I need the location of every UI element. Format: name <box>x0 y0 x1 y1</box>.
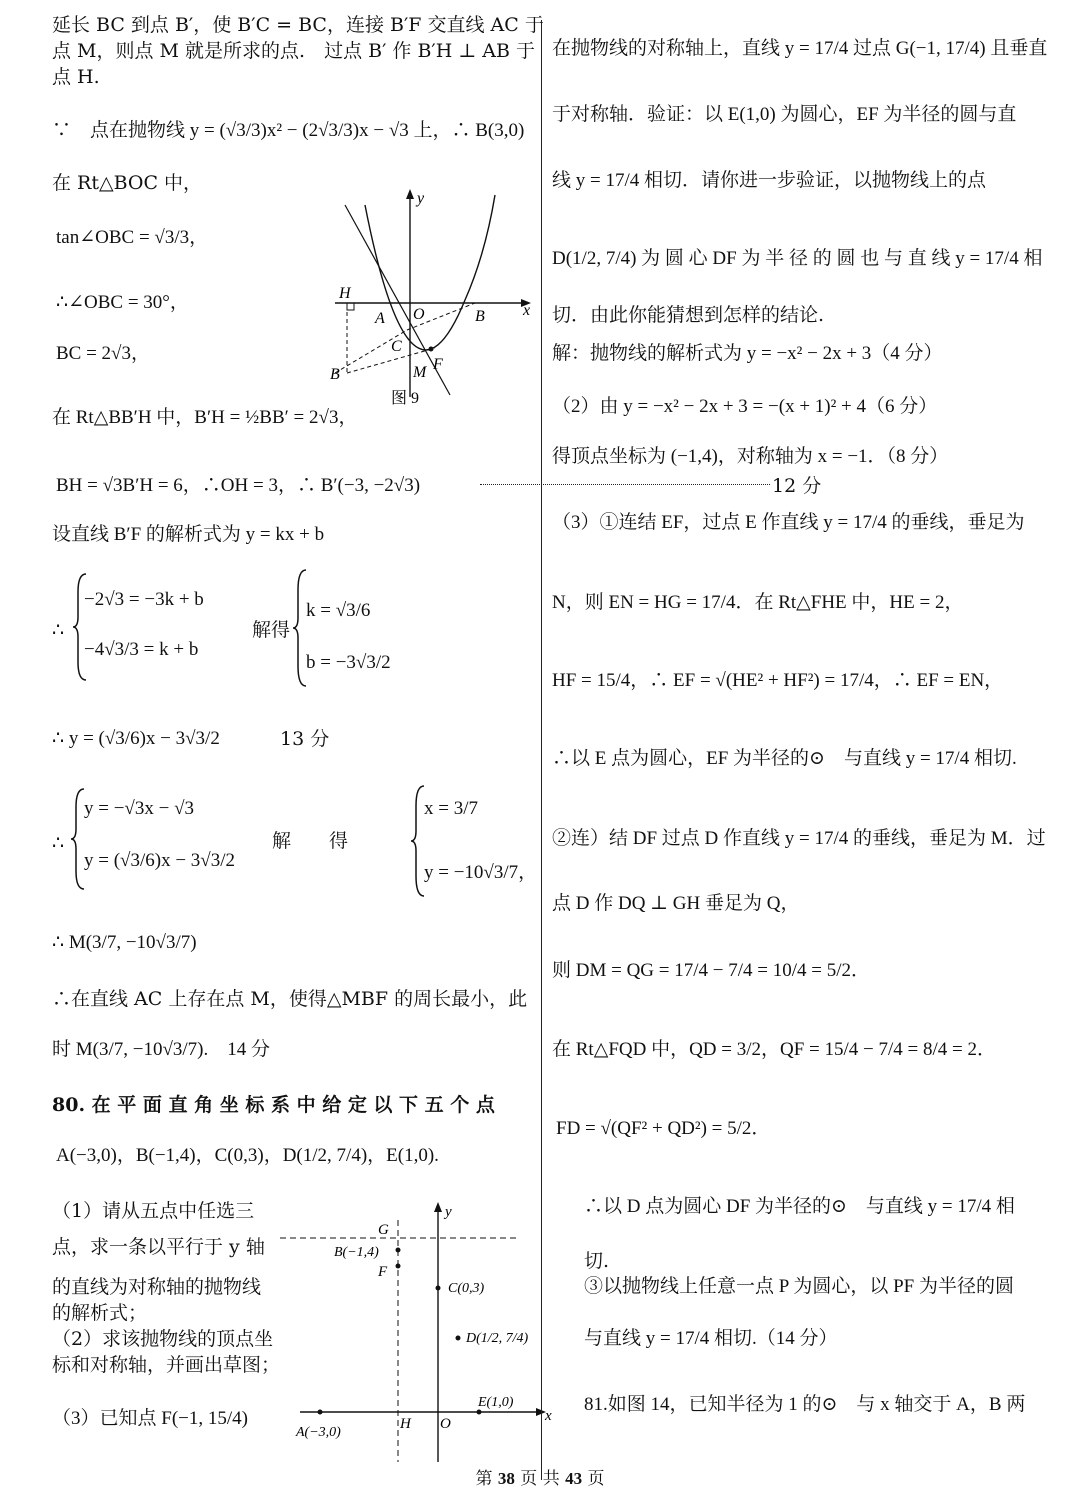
fig9-x-label: x <box>523 302 531 319</box>
left-line-1: 延长 BC 到点 B′，使 B′C = BC，连接 B′F 交直线 AC 于 <box>52 14 544 36</box>
right-line-19: 切. <box>584 1250 610 1272</box>
right-line-4: D(1/2, 7/4) 为 圆 心 DF 为 半 径 的 圆 也 与 直 线 y = 17/4 相 <box>552 248 1043 269</box>
footer-post: 页 <box>587 1469 605 1489</box>
eq-2b: y = (√3/6)x − 3√3/2 <box>84 850 235 871</box>
right-line-14: 点 D 作 DQ ⊥ GH 垂足为 Q， <box>552 893 800 914</box>
figure-9 <box>325 185 540 410</box>
left-line-17: 时 M(3/7, −10√3/7). 14 分 <box>52 1039 270 1060</box>
fig80-H: H <box>400 1416 411 1432</box>
problem-80: 80. 在 平 面 直 角 坐 标 系 中 给 定 以 下 五 个 点 <box>52 1094 495 1116</box>
sol-1b: b = −3√3/2 <box>306 652 391 673</box>
score-13: 13 分 <box>280 728 330 750</box>
left-line-13: ∴ y = (√3/6)x − 3√3/2 <box>52 728 220 749</box>
right-line-10: N，则 EN = HG = 17/4．在 Rt△FHE 中，HE = 2， <box>552 592 964 613</box>
left-line-11: 设直线 B′F 的解析式为 y = kx + b <box>52 524 325 545</box>
fig80-O: O <box>440 1416 451 1432</box>
score-12: 12 分 <box>772 475 822 497</box>
left-line-2: 点 M，则点 M 就是所求的点. 过点 B′ 作 B′H ⊥ AB 于 <box>52 40 535 62</box>
footer-total-pages: 43 <box>565 1469 583 1488</box>
footer-mid: 页 共 <box>520 1469 560 1489</box>
fig9-caption: 图 9 <box>391 390 420 407</box>
left-line-7: ∴∠OBC = 30°， <box>56 292 189 313</box>
right-line-3: 线 y = 17/4 相切．请你进一步验证，以抛物线上的点 <box>552 170 986 191</box>
fig80-B: B(−1,4) <box>334 1245 379 1260</box>
fig9-y-label: y <box>417 190 425 207</box>
right-line-20: ③以抛物线上任意一点 P 为圆心，以 PF 为半径的圆 <box>584 1276 1014 1297</box>
fig9-Bprime: B <box>330 366 340 383</box>
footer-page-number: 38 <box>497 1469 515 1488</box>
right-line-7: （2）由 y = −x² − 2x + 3 = −(x + 1)² + 4（6 分） <box>552 396 938 417</box>
left-line-9: 在 Rt△BB′H 中，B′H = ½BB′ = 2√3， <box>52 407 358 428</box>
points-list: A(−3,0)，B(−1,4)，C(0,3)，D(1/2, 7/4)，E(1,0). <box>56 1145 439 1166</box>
q3-line-1: （3）已知点 F(−1, 15/4) <box>52 1408 248 1429</box>
eq-2a: y = −√3x − √3 <box>84 798 195 819</box>
right-line-11: HF = 15/4，∴ EF = √(HE² + HF²) = 17/4，∴ EF = EN， <box>552 670 1004 691</box>
fig9-M: M <box>413 364 427 381</box>
therefore-1: ∴ <box>52 619 65 641</box>
left-line-6: tan∠OBC = √3/3， <box>56 227 209 248</box>
eq-1b: −4√3/3 = k + b <box>84 639 199 660</box>
therefore-2: ∴ <box>52 832 65 854</box>
left-line-16: ∴在直线 AC 上存在点 M，使得△MBF 的周长最小，此 <box>52 988 528 1010</box>
footer-pre: 第 <box>475 1469 493 1489</box>
right-line-17: FD = √(QF² + QD²) = 5/2． <box>556 1118 771 1139</box>
sol-2a: x = 3/7 <box>424 798 478 819</box>
left-line-4: ∵ 点在抛物线 y = (√3/3)x² − (2√3/3)x − √3 上，∴ B(3,0) <box>52 120 525 141</box>
figure-80 <box>280 1200 552 1470</box>
right-line-5: 切．由此你能猜想到怎样的结论. <box>552 304 825 326</box>
right-line-8: 得顶点坐标为 (−1,4)，对称轴为 x = −1．（8 分） <box>552 446 949 467</box>
fig9-A: A <box>375 310 385 327</box>
fig9-H: H <box>339 285 351 302</box>
dotted-leader <box>480 478 770 485</box>
left-line-5: 在 Rt△BOC 中， <box>52 172 203 194</box>
fig80-A: A(−3,0) <box>296 1425 341 1440</box>
fig80-x-label: x <box>545 1408 552 1424</box>
q1-line-1: （1）请从五点中任选三 <box>52 1200 255 1222</box>
fig80-D: D(1/2, 7/4) <box>466 1331 529 1346</box>
fig9-F: F <box>433 356 443 373</box>
solve-2: 解 得 <box>272 830 349 852</box>
sol-1a: k = √3/6 <box>306 600 371 621</box>
left-line-10: BH = √3B′H = 6，∴OH = 3，∴ B′(−3, −2√3) <box>56 475 421 496</box>
right-line-12: ∴以 E 点为圆心，EF 为半径的⊙ 与直线 y = 17/4 相切. <box>552 748 1017 769</box>
solve-1: 解得 <box>252 619 291 641</box>
left-line-8: BC = 2√3， <box>56 343 150 364</box>
q1-line-4: 的解析式； <box>52 1302 148 1324</box>
right-line-18: ∴以 D 点为圆心 DF 为半径的⊙ 与直线 y = 17/4 相 <box>584 1196 1015 1217</box>
right-line-9: （3）①连结 EF，过点 E 作直线 y = 17/4 的垂线，垂足为 <box>552 512 1025 533</box>
left-line-15: ∴ M(3/7, −10√3/7) <box>52 932 197 953</box>
fig9-C: C <box>391 338 402 355</box>
q2-line-2: 标和对称轴，并画出草图； <box>52 1354 281 1376</box>
right-line-16: 在 Rt△FQD 中，QD = 3/2，QF = 15/4 − 7/4 = 8/4 = 2． <box>552 1039 996 1060</box>
column-divider <box>541 20 542 1480</box>
fig9-B: B <box>475 308 485 325</box>
right-line-21: 与直线 y = 17/4 相切.（14 分） <box>584 1328 838 1349</box>
left-line-3: 点 H. <box>52 66 100 88</box>
problem-81: 81.如图 14，已知半径为 1 的⊙ 与 x 轴交于 A，B 两 <box>584 1394 1026 1415</box>
fig80-G: G <box>378 1222 389 1238</box>
right-line-6: 解：抛物线的解析式为 y = −x² − 2x + 3（4 分） <box>552 343 943 364</box>
page-footer <box>0 1464 1080 1489</box>
fig80-F: F <box>378 1264 388 1280</box>
right-line-15: 则 DM = QG = 17/4 − 7/4 = 10/4 = 5/2． <box>552 960 870 981</box>
fig80-E: E(1,0) <box>478 1395 514 1410</box>
fig80-C: C(0,3) <box>448 1281 485 1296</box>
right-line-1: 在抛物线的对称轴上，直线 y = 17/4 过点 G(−1, 17/4) 且垂直 <box>552 38 1048 59</box>
right-line-2: 于对称轴．验证：以 E(1,0) 为圆心，EF 为半径的圆与直 <box>552 104 1017 125</box>
q1-line-2: 点，求一条以平行于 y 轴 <box>52 1236 265 1258</box>
eq-1a: −2√3 = −3k + b <box>84 589 204 610</box>
right-line-13: ②连）结 DF 过点 D 作直线 y = 17/4 的垂线，垂足为 M．过 <box>552 828 1046 849</box>
fig80-y-label: y <box>445 1204 452 1220</box>
fig9-O: O <box>413 306 425 323</box>
q2-line-1: （2）求该抛物线的顶点坐 <box>52 1328 274 1350</box>
q1-line-3: 的直线为对称轴的抛物线 <box>52 1276 262 1298</box>
sol-2b: y = −10√3/7， <box>424 862 538 883</box>
